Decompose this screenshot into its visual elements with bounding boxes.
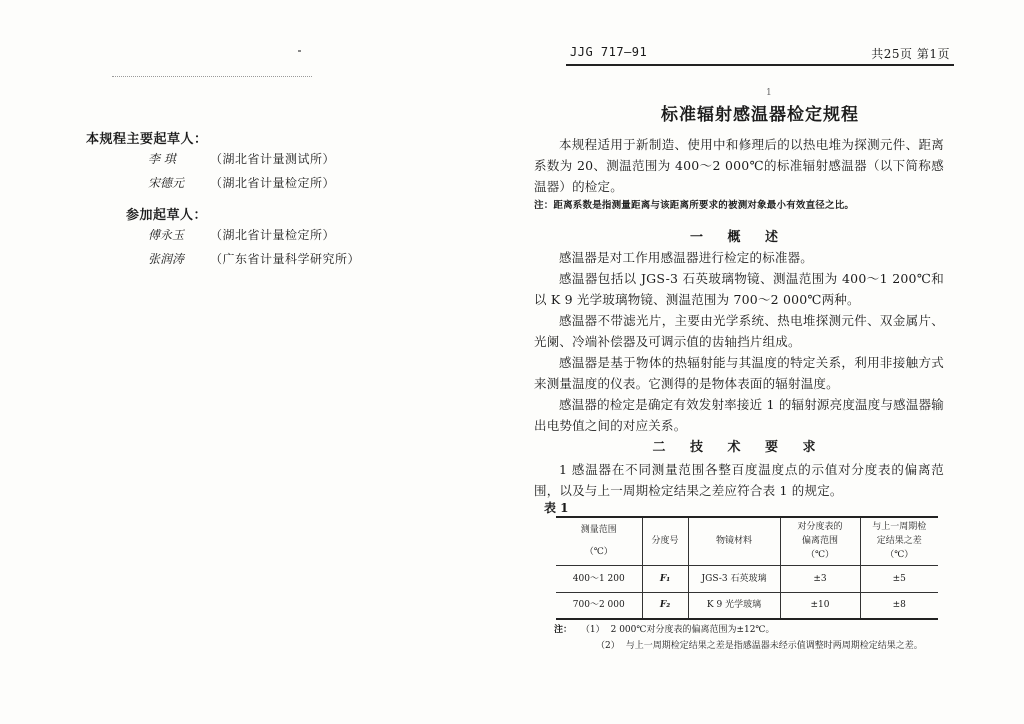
cell-deviation: ±10 <box>780 592 860 619</box>
scan-artifact-mark <box>298 50 301 52</box>
table-note-text: 与上一周期检定结果之差是指感温器未经示值调整时两周期检定结果之差。 <box>625 641 923 651</box>
drafter-entry <box>148 174 335 191</box>
table-note-number: （2） <box>596 641 620 651</box>
participant-org: （广东省计量科学研究所） <box>210 252 361 266</box>
col-header-lens: 物镜材料 <box>688 517 780 565</box>
drafter-org: （湖北省计量检定所） <box>210 176 336 190</box>
right-page <box>512 0 1024 724</box>
col-header-graduation: 分度号 <box>642 517 688 565</box>
cell-difference: ±8 <box>860 592 938 619</box>
drafter-name: 宋德元 <box>148 176 185 190</box>
main-drafters-heading: 本规程主要起草人： <box>86 132 208 147</box>
section-heading-overview: 一 概 述 <box>689 230 789 245</box>
page-header <box>566 42 954 66</box>
participant-name: 张润涛 <box>148 252 185 266</box>
table-notes <box>554 622 954 654</box>
table-note <box>554 622 954 638</box>
cell-graduation: F₁ <box>642 565 688 592</box>
standard-code: JJG 717—91 <box>570 45 648 59</box>
cell-lens: K 9 光学玻璃 <box>688 592 780 619</box>
drafter-org: （湖北省计量测试所） <box>210 152 336 166</box>
drafter-entry <box>148 150 335 167</box>
overview-paragraph: 感温器的检定是确定有效发射率接近 1 的辐射源亮度温度与感温器输出电势值之间的对应关系。 <box>534 397 944 433</box>
table-note-number: （1） <box>580 625 605 635</box>
table-note-text: 2 000℃对分度表的偏离范围为±12℃。 <box>610 625 775 635</box>
cell-deviation: ±3 <box>780 565 860 592</box>
participant-entry <box>148 250 360 267</box>
top-mark: 1 <box>766 88 772 98</box>
table-notes-lead: 注： <box>554 625 573 635</box>
page-count: 共25页 第1页 <box>871 47 950 61</box>
participant-name: 傅永玉 <box>148 228 185 242</box>
col-header-difference: 与上一周期检 定结果之差 （℃） <box>860 517 938 565</box>
table-row <box>556 565 938 592</box>
col-header-range: 测量范围 （℃） <box>556 517 642 565</box>
cell-range: 700～2 000 <box>556 592 642 619</box>
col-header-deviation: 对分度表的 偏离范围 （℃） <box>780 517 860 565</box>
cell-range: 400～1 200 <box>556 565 642 592</box>
cell-lens: JGS-3 石英玻璃 <box>688 565 780 592</box>
cell-difference: ±5 <box>860 565 938 592</box>
participant-org: （湖北省计量检定所） <box>210 228 336 242</box>
table-1 <box>556 516 938 620</box>
scan-artifact-line <box>112 76 312 77</box>
overview-paragraph: 感温器是基于物体的热辐射能与其温度的特定关系，利用非接触方式来测量温度的仪表。它测得的是物体表面的辐射温度。 <box>534 355 944 391</box>
overview-paragraph: 感温器不带滤光片，主要由光学系统、热电堆探测元件、双金属片、光阑、冷端补偿器及可调示值的齿轴挡片组成。 <box>534 313 944 349</box>
drafter-name: 李 琪 <box>148 152 176 166</box>
table-header-row <box>556 517 938 565</box>
clause-1: 1 感温器在不同测量范围各整百度温度点的示值对分度表的偏离范围，以及与上一周期检定结果之差应符合表 1 的规定。 <box>534 462 944 498</box>
document-title: 标准辐射感温器检定规程 <box>661 105 859 125</box>
table-row <box>556 592 938 619</box>
section-heading-technical-requirements: 二 技 术 要 求 <box>652 440 826 455</box>
cell-graduation: F₂ <box>642 592 688 619</box>
participating-drafters-heading: 参加起草人： <box>126 208 208 223</box>
intro-note: 注：距离系数是指测量距离与该距离所要求的被测对象最小有效直径之比。 <box>534 200 855 211</box>
intro-paragraph: 本规程适用于新制造、使用中和修理后的以热电堆为探测元件、距离系数为 20、测温范围为 400～2 000℃的标准辐射感温器（以下简称感温器）的检定。 <box>534 137 944 194</box>
overview-paragraph: 感温器包括以 JGS-3 石英玻璃物镜、测温范围为 400～1 200℃和以 K 9 光学玻璃物镜、测温范围为 700～2 000℃两种。 <box>534 271 944 307</box>
table-note <box>554 638 954 654</box>
table-label: 表 1 <box>544 501 569 515</box>
participant-entry <box>148 226 335 243</box>
overview-paragraph: 感温器是对工作用感温器进行检定的标准器。 <box>559 250 814 265</box>
